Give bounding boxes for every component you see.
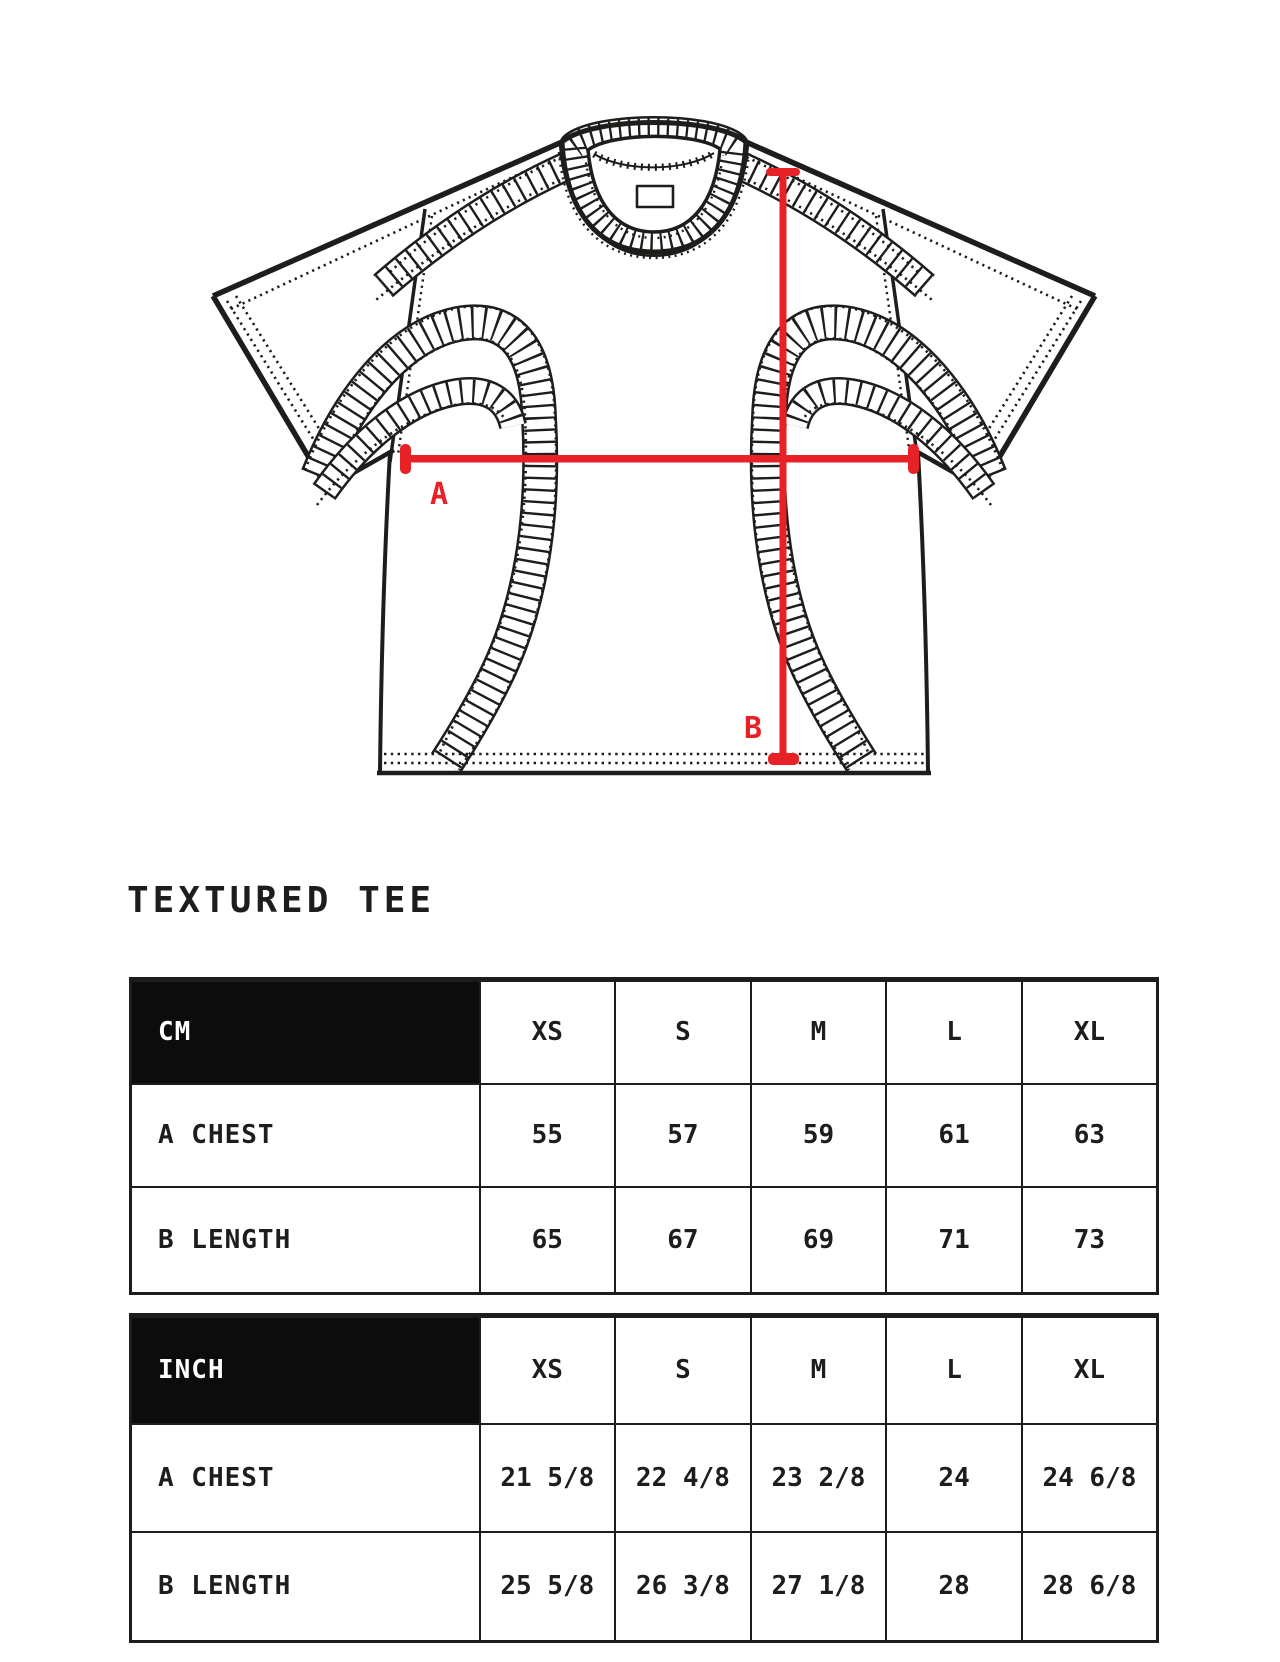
measure-value: 27 1/8 xyxy=(751,1532,887,1642)
table-row xyxy=(131,1084,1158,1187)
measure-row-label: A CHEST xyxy=(131,1424,480,1532)
measure-row-label: A CHEST xyxy=(131,1084,480,1187)
measurement-line-a xyxy=(400,444,919,474)
size-header: M xyxy=(751,1316,887,1424)
measure-value: 21 5/8 xyxy=(480,1424,616,1532)
tee-technical-drawing xyxy=(0,0,1280,830)
measurement-label-a: A xyxy=(430,477,449,512)
measurement-label-b: B xyxy=(744,711,763,746)
size-header: XL xyxy=(1022,980,1158,1084)
measure-value: 25 5/8 xyxy=(480,1532,616,1642)
unit-header-inch: INCH xyxy=(131,1316,480,1424)
collar xyxy=(559,123,749,259)
measure-value: 61 xyxy=(886,1084,1022,1187)
measure-value: 59 xyxy=(751,1084,887,1187)
size-header: XS xyxy=(480,1316,616,1424)
size-header: XS xyxy=(480,980,616,1084)
measure-b-cap-bottom xyxy=(768,753,799,765)
measure-value: 28 6/8 xyxy=(1022,1532,1158,1642)
page-title: TEXTURED TEE xyxy=(127,880,436,921)
table-row xyxy=(131,980,1158,1084)
measure-b-line xyxy=(780,172,787,760)
measure-value: 57 xyxy=(615,1084,751,1187)
measure-a-line xyxy=(405,455,917,463)
measure-value: 24 6/8 xyxy=(1022,1424,1158,1532)
measure-value: 28 xyxy=(886,1532,1022,1642)
size-table-inch xyxy=(129,1313,1159,1643)
measure-b-cap-top xyxy=(766,168,800,176)
measure-value: 26 3/8 xyxy=(615,1532,751,1642)
measure-value: 65 xyxy=(480,1187,616,1294)
size-header: XL xyxy=(1022,1316,1158,1424)
table-row xyxy=(131,1424,1158,1532)
table-row xyxy=(131,1187,1158,1294)
size-header: S xyxy=(615,980,751,1084)
measure-value: 69 xyxy=(751,1187,887,1294)
size-table-cm xyxy=(129,977,1159,1295)
measure-value: 55 xyxy=(480,1084,616,1187)
measure-value: 73 xyxy=(1022,1187,1158,1294)
measure-value: 24 xyxy=(886,1424,1022,1532)
table-row xyxy=(131,1316,1158,1424)
body-side-edge xyxy=(380,452,390,772)
measure-row-label: B LENGTH xyxy=(131,1532,480,1642)
measure-value: 22 4/8 xyxy=(615,1424,751,1532)
measure-value: 23 2/8 xyxy=(751,1424,887,1532)
size-header: M xyxy=(751,980,887,1084)
table-row xyxy=(131,1532,1158,1642)
neck-label xyxy=(637,186,673,207)
measure-a-cap-left xyxy=(400,444,411,474)
side-panel-textured-band xyxy=(305,306,556,770)
size-header: S xyxy=(615,1316,751,1424)
size-header: L xyxy=(886,980,1022,1084)
measure-value: 67 xyxy=(615,1187,751,1294)
unit-header-cm: CM xyxy=(131,980,480,1084)
size-header: L xyxy=(886,1316,1022,1424)
measure-a-cap-right xyxy=(908,444,919,474)
measure-row-label: B LENGTH xyxy=(131,1187,480,1294)
measure-value: 71 xyxy=(886,1187,1022,1294)
measure-value: 63 xyxy=(1022,1084,1158,1187)
